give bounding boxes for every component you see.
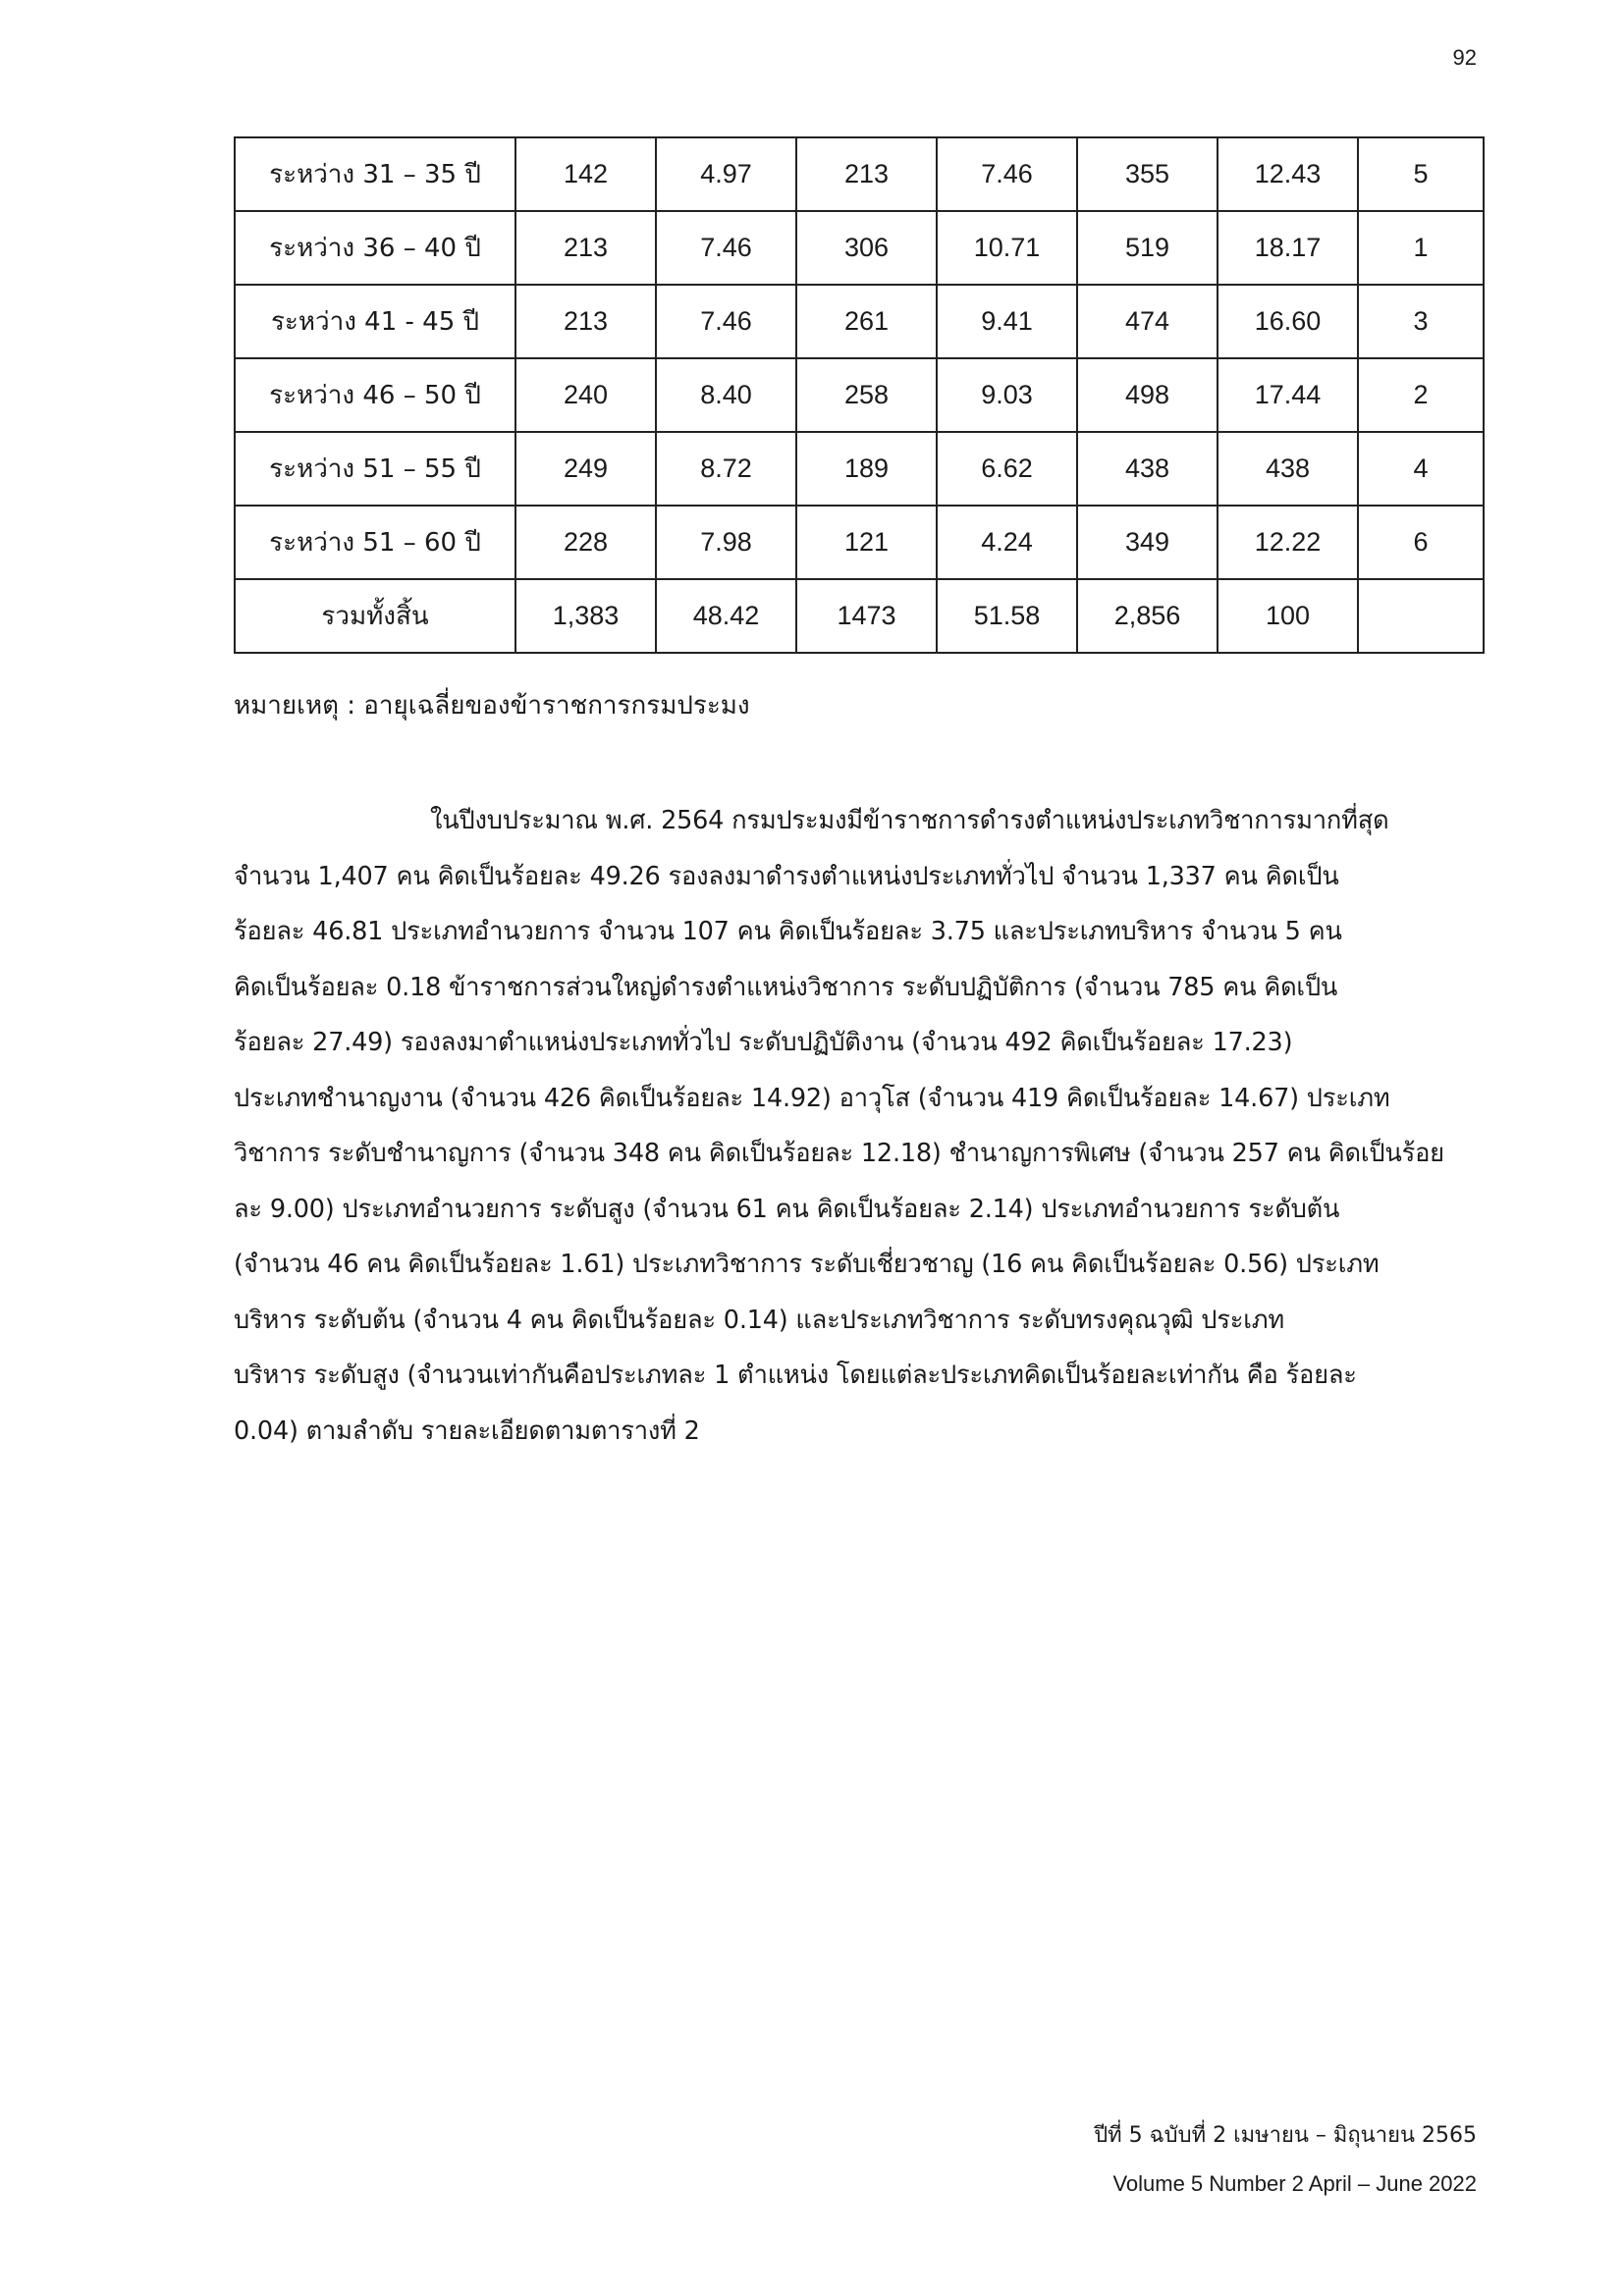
table-cell: 10.71 (937, 211, 1077, 285)
table-cell: 9.41 (937, 285, 1077, 358)
table-cell: 7.46 (656, 285, 796, 358)
table-row (235, 211, 1484, 285)
table-cell: 438 (1218, 432, 1358, 506)
paragraph-line: บริหาร ระดับต้น (จำนวน 4 คน คิดเป็นร้อยละ 0.14) และประเภทวิชาการ ระดับทรงคุณวุฒิ ประเภท (234, 1305, 1284, 1335)
age-range-cell: ระหว่าง 31 – 35 ปี (235, 137, 515, 211)
rank-cell: 4 (1358, 432, 1484, 506)
table-cell: 240 (515, 358, 656, 432)
table-note: หมายเหตุ : อายุเฉลี่ยของข้าราชการกรมประมง (234, 691, 750, 721)
table-cell: 9.03 (937, 358, 1077, 432)
table-cell: 17.44 (1218, 358, 1358, 432)
table-cell: 48.42 (656, 579, 796, 653)
rank-cell: 5 (1358, 137, 1484, 211)
footer-issue-english: Volume 5 Number 2 April – June 2022 (1112, 2171, 1477, 2196)
age-distribution-table (234, 136, 1485, 654)
rank-cell (1358, 579, 1484, 653)
table-cell: 4.24 (937, 506, 1077, 579)
table-cell: 306 (796, 211, 937, 285)
table-cell: 519 (1077, 211, 1218, 285)
table-cell: 142 (515, 137, 656, 211)
table-cell: 2,856 (1077, 579, 1218, 653)
page-number: 92 (1452, 45, 1477, 70)
table-cell: 261 (796, 285, 937, 358)
table-cell: 213 (796, 137, 937, 211)
paragraph-line: บริหาร ระดับสูง (จำนวนเท่ากันคือประเภทละ 1 ตำแหน่ง โดยแต่ละประเภทคิดเป็นร้อยละเท่ากัน คือ ร้อยละ (234, 1361, 1357, 1390)
table-total-row (235, 579, 1484, 653)
paragraph-line: ในปีงบประมาณ พ.ศ. 2564 กรมประมงมีข้าราชการดำรงตำแหน่งประเภทวิชาการมากที่สุด (430, 806, 1389, 835)
table-cell: 213 (515, 211, 656, 285)
table-cell: 8.40 (656, 358, 796, 432)
table-row (235, 285, 1484, 358)
rank-cell: 6 (1358, 506, 1484, 579)
table-cell: 8.72 (656, 432, 796, 506)
rank-cell: 2 (1358, 358, 1484, 432)
table-cell: 474 (1077, 285, 1218, 358)
table-cell: 189 (796, 432, 937, 506)
paragraph-line: ร้อยละ 27.49) รองลงมาตำแหน่งประเภททั่วไป ระดับปฏิบัติงาน (จำนวน 492 คิดเป็นร้อยละ 17.23) (234, 1028, 1293, 1057)
table-row (235, 432, 1484, 506)
table-cell: 228 (515, 506, 656, 579)
table-cell: 51.58 (937, 579, 1077, 653)
table-cell: 7.98 (656, 506, 796, 579)
table-row (235, 358, 1484, 432)
paragraph-line: คิดเป็นร้อยละ 0.18 ข้าราชการส่วนใหญ่ดำรงตำแหน่งวิชาการ ระดับปฏิบัติการ (จำนวน 785 คน คิดเป็น (234, 972, 1338, 1002)
paragraph-line: (จำนวน 46 คน คิดเป็นร้อยละ 1.61) ประเภทวิชาการ ระดับเชี่ยวชาญ (16 คน คิดเป็นร้อยละ 0.56) ประเภท (234, 1250, 1380, 1279)
table-cell: 18.17 (1218, 211, 1358, 285)
paragraph-line: ร้อยละ 46.81 ประเภทอำนวยการ จำนวน 107 คน คิดเป็นร้อยละ 3.75 และประเภทบริหาร จำนวน 5 คน (234, 917, 1342, 946)
footer-issue-thai: ปีที่ 5 ฉบับที่ 2 เมษายน – มิถุนายน 2565 (1094, 2123, 1477, 2148)
table-cell: 1,383 (515, 579, 656, 653)
table-cell: 16.60 (1218, 285, 1358, 358)
paragraph-line: จำนวน 1,407 คน คิดเป็นร้อยละ 49.26 รองลงมาดำรงตำแหน่งประเภททั่วไป จำนวน 1,337 คน คิดเป็น (234, 861, 1339, 891)
paragraph-line: ประเภทชำนาญงาน (จำนวน 426 คิดเป็นร้อยละ 14.92) อาวุโส (จำนวน 419 คิดเป็นร้อยละ 14.67) ประเภท (234, 1083, 1390, 1113)
table-cell: 12.22 (1218, 506, 1358, 579)
table-cell: 355 (1077, 137, 1218, 211)
age-range-cell: ระหว่าง 36 – 40 ปี (235, 211, 515, 285)
table-cell: 258 (796, 358, 937, 432)
table-row (235, 137, 1484, 211)
table-cell: 12.43 (1218, 137, 1358, 211)
table-cell: 7.46 (656, 211, 796, 285)
table-cell: 213 (515, 285, 656, 358)
age-range-cell: ระหว่าง 51 – 60 ปี (235, 506, 515, 579)
table-cell: 249 (515, 432, 656, 506)
rank-cell: 3 (1358, 285, 1484, 358)
table-cell: 498 (1077, 358, 1218, 432)
table-cell: 7.46 (937, 137, 1077, 211)
paragraph-line: 0.04) ตามลำดับ รายละเอียดตามตารางที่ 2 (234, 1415, 700, 1446)
paragraph-line: วิชาการ ระดับชำนาญการ (จำนวน 348 คน คิดเป็นร้อยละ 12.18) ชำนาญการพิเศษ (จำนวน 257 คน คิดเป็นร้อย (234, 1139, 1444, 1168)
body-paragraph (234, 793, 1483, 1459)
total-label-cell: รวมทั้งสิ้น (235, 579, 515, 653)
table-cell: 438 (1077, 432, 1218, 506)
table-cell: 6.62 (937, 432, 1077, 506)
rank-cell: 1 (1358, 211, 1484, 285)
table-cell: 121 (796, 506, 937, 579)
table-cell: 1473 (796, 579, 937, 653)
table-cell: 349 (1077, 506, 1218, 579)
paragraph-line: ละ 9.00) ประเภทอำนวยการ ระดับสูง (จำนวน 61 คน คิดเป็นร้อยละ 2.14) ประเภทอำนวยการ ระดับต้น (234, 1194, 1340, 1224)
age-range-cell: ระหว่าง 46 – 50 ปี (235, 358, 515, 432)
age-range-cell: ระหว่าง 51 – 55 ปี (235, 432, 515, 506)
table-row (235, 506, 1484, 579)
table-cell: 100 (1218, 579, 1358, 653)
table-cell: 4.97 (656, 137, 796, 211)
age-range-cell: ระหว่าง 41 - 45 ปี (235, 285, 515, 358)
